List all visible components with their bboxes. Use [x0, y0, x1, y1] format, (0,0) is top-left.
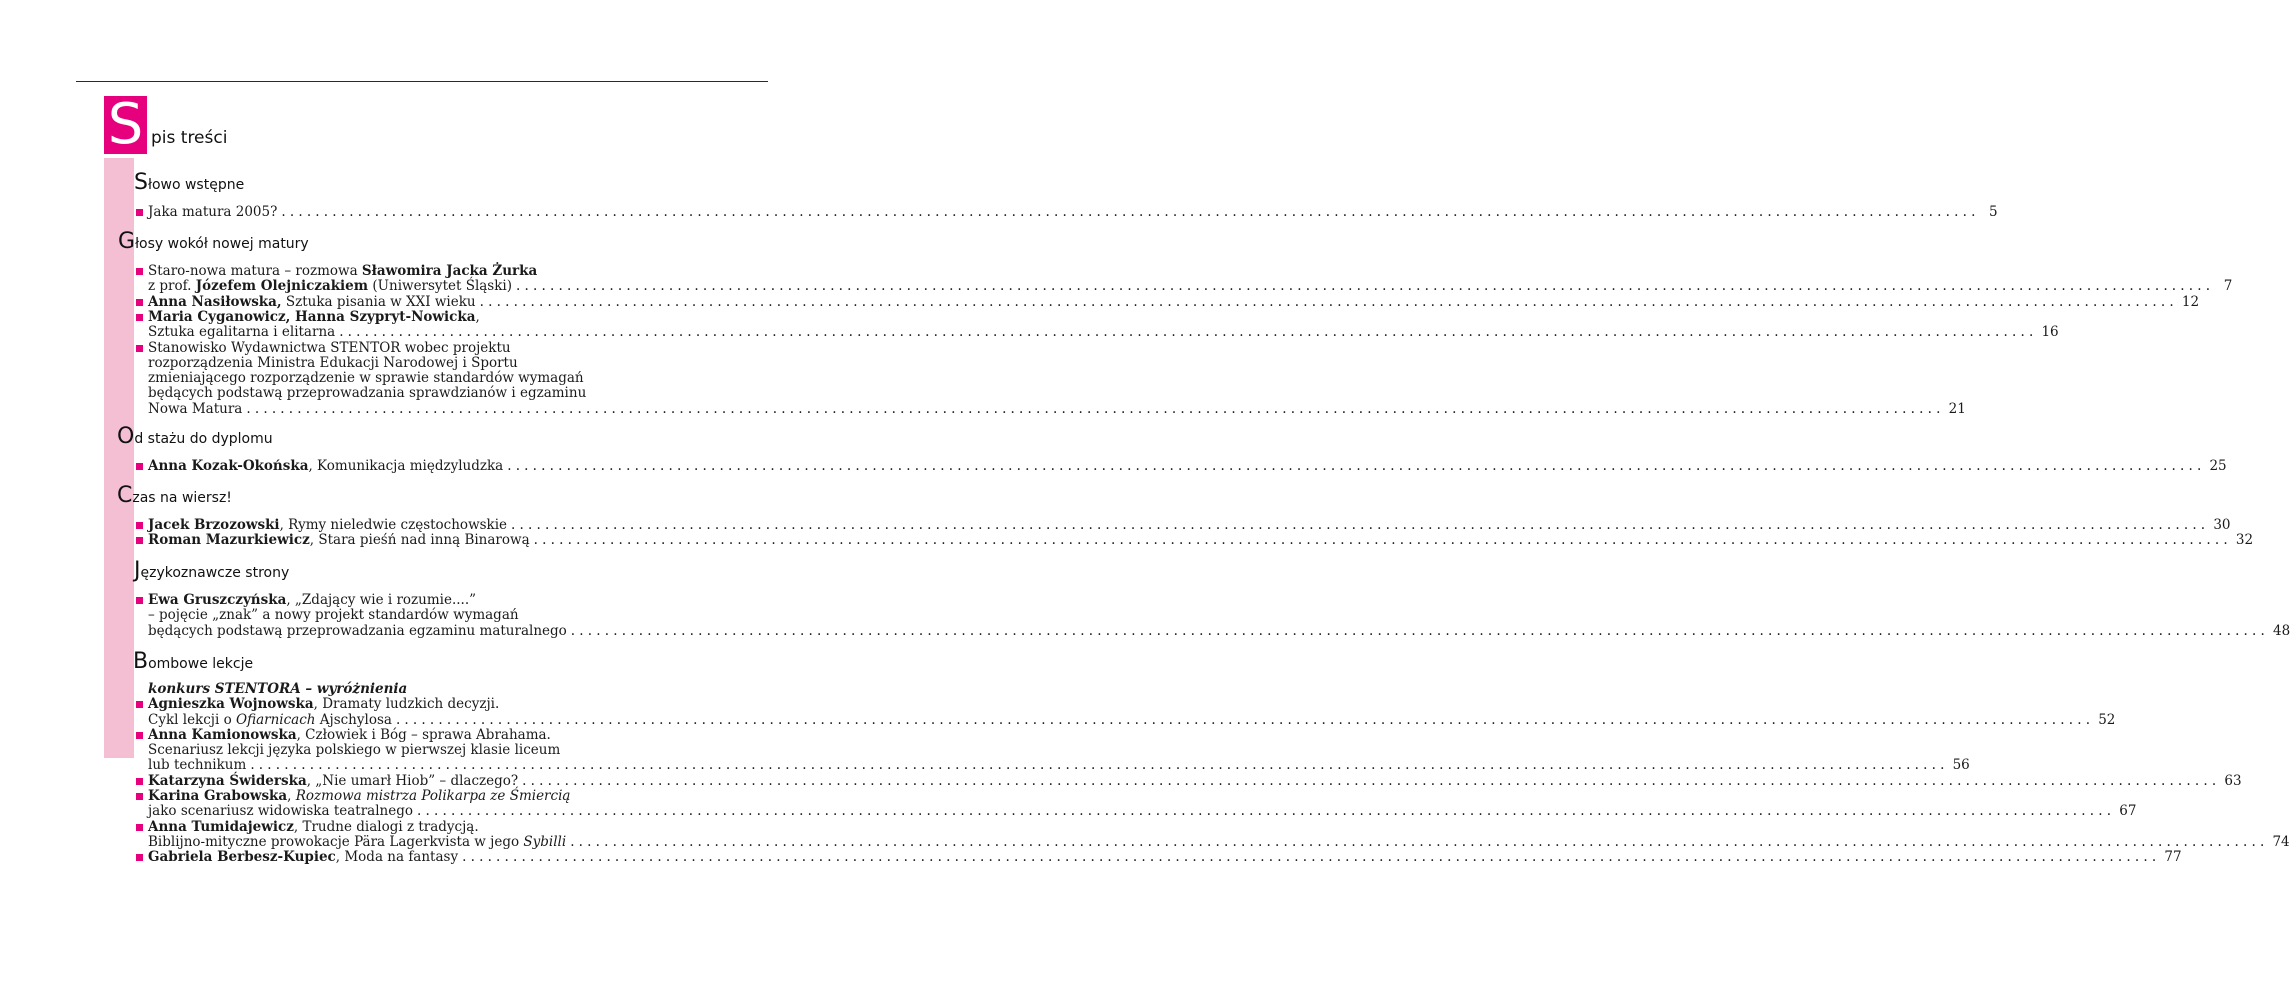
bullet-icon [136, 463, 143, 470]
page-number: 52 [2098, 711, 2116, 728]
section-heading: Słowo wstępne [134, 170, 245, 195]
bullet-icon [136, 299, 143, 306]
section-heading: Od stażu do dyplomu [117, 424, 273, 449]
bullet-icon [136, 345, 143, 352]
toc-entry[interactable]: Roman Mazurkiewicz, Stara pieśń nad inną Binarową ........................................................................................................................................................................................................ 32 [136, 533, 618, 548]
page-number: 12 [2181, 293, 2200, 310]
toc-entry[interactable]: Staro-nowa matura – rozmowa Sławomira Jacka Żurka z prof. Józefem Olejniczakiem (Uniwersytet Śląski) ........................................................................................................................................................................................................ 7 [136, 264, 618, 295]
bullet-icon [136, 597, 143, 604]
toc-entry[interactable]: Anna Kamionowska, Człowiek i Bóg – sprawa Abrahama. Scenariusz lekcji języka polskiego w pierwszej klasie liceum lub technikum ........................................................................................................................................................................................................ 56 [136, 728, 618, 774]
page-number: 48 [2273, 622, 2290, 639]
bullet-icon [136, 268, 143, 275]
toc-entry[interactable]: Ewa Gruszczyńska, „Zdający wie i rozumie....” – pojęcie „znak” a nowy projekt standardów wymagań będących podstawą przeprowadzania egzaminu maturalnego ........................................................................................................................................................................................................ 48 [136, 593, 618, 639]
page-number: 67 [2119, 803, 2137, 820]
bullet-icon [136, 824, 143, 831]
toc-entry[interactable]: Jaka matura 2005? ........................................................................................................................................................................................................ 5 [136, 205, 618, 220]
section-heading: Głosy wokół nowej matury [118, 229, 309, 254]
page-number: 25 [2209, 458, 2227, 474]
page-number: 21 [1948, 400, 1966, 417]
bullet-icon [136, 314, 143, 321]
toc-entry[interactable]: Anna Tumidajewicz, Trudne dialogi z tradycją. Biblijno-mityczne prowokacje Pära Lagerkvista w jego Sybilli ........................................................................................................................................................................................................ 74 [136, 820, 618, 851]
page-number: 30 [2213, 517, 2231, 533]
page-number: 77 [2164, 849, 2182, 866]
top-rule [76, 81, 768, 82]
section-heading: Językoznawcze strony [134, 558, 290, 583]
bullet-icon [136, 537, 143, 544]
page-number: 56 [1952, 757, 1970, 774]
page-number: 7 [2223, 278, 2233, 295]
section-heading: Bombowe lekcje [133, 649, 254, 674]
toc-entry[interactable]: Anna Kozak-Okońska, Komunikacja międzyludzka ........................................................................................................................................................................................................ 25 [136, 459, 618, 474]
toc-entry[interactable]: Stanowisko Wydawnictwa STENTOR wobec projektu rozporządzenia Ministra Edukacji Narodowej i Sportu zmieniającego rozporządzenie w sprawie standardów wymagań będących podstawą przeprowadzania sprawdzianów i egzaminu Nowa Matura ........................................................................................................................................................................................................ 21 [136, 341, 618, 417]
toc-entry[interactable]: Anna Nasiłowska, Sztuka pisania w XXI wieku ........................................................................................................................................................................................................ 12 [136, 295, 618, 310]
title-initial: S [104, 96, 147, 154]
page-number: 5 [1989, 204, 1998, 220]
toc-entry[interactable]: Karina Grabowska, Rozmowa mistrza Polikarpa ze Śmiercią jako scenariusz widowiska teatralnego ........................................................................................................................................................................................................ 67 [136, 789, 618, 820]
bullet-icon [136, 209, 143, 216]
page-number: 63 [2224, 772, 2242, 789]
bullet-icon [136, 701, 143, 708]
section-heading: Czas na wiersz! [117, 483, 232, 508]
toc-entry[interactable]: Agnieszka Wojnowska, Dramaty ludzkich decyzji. Cykl lekcji o Ofiarnicach Ajschylosa ........................................................................................................................................................................................................ 52 [136, 697, 618, 728]
bullet-icon [136, 854, 143, 861]
toc-entry[interactable]: Gabriela Berbesz-Kupiec, Moda na fantasy ........................................................................................................................................................................................................ 77 [136, 850, 618, 865]
toc-entry[interactable]: Maria Cyganowicz, Hanna Szypryt-Nowicka, Sztuka egalitarna i elitarna ........................................................................................................................................................................................................ 16 [136, 310, 618, 341]
page-title: pis treści [151, 128, 228, 148]
bullet-icon [136, 793, 143, 800]
page-number: 74 [2272, 833, 2290, 850]
page-number: 16 [2041, 324, 2059, 341]
toc-entry[interactable]: Katarzyna Świderska, „Nie umarł Hiob” – dlaczego? ........................................................................................................................................................................................................ 63 [136, 774, 618, 789]
subsection-heading: konkurs STENTORA – wyróżnienia [148, 681, 408, 697]
bullet-icon [136, 732, 143, 739]
toc-entry[interactable]: Jacek Brzozowski, Rymy nieledwie częstochowskie ........................................................................................................................................................................................................ 30 [136, 518, 618, 533]
bullet-icon [136, 778, 143, 785]
page-number: 32 [2235, 532, 2254, 549]
bullet-icon [136, 522, 143, 529]
